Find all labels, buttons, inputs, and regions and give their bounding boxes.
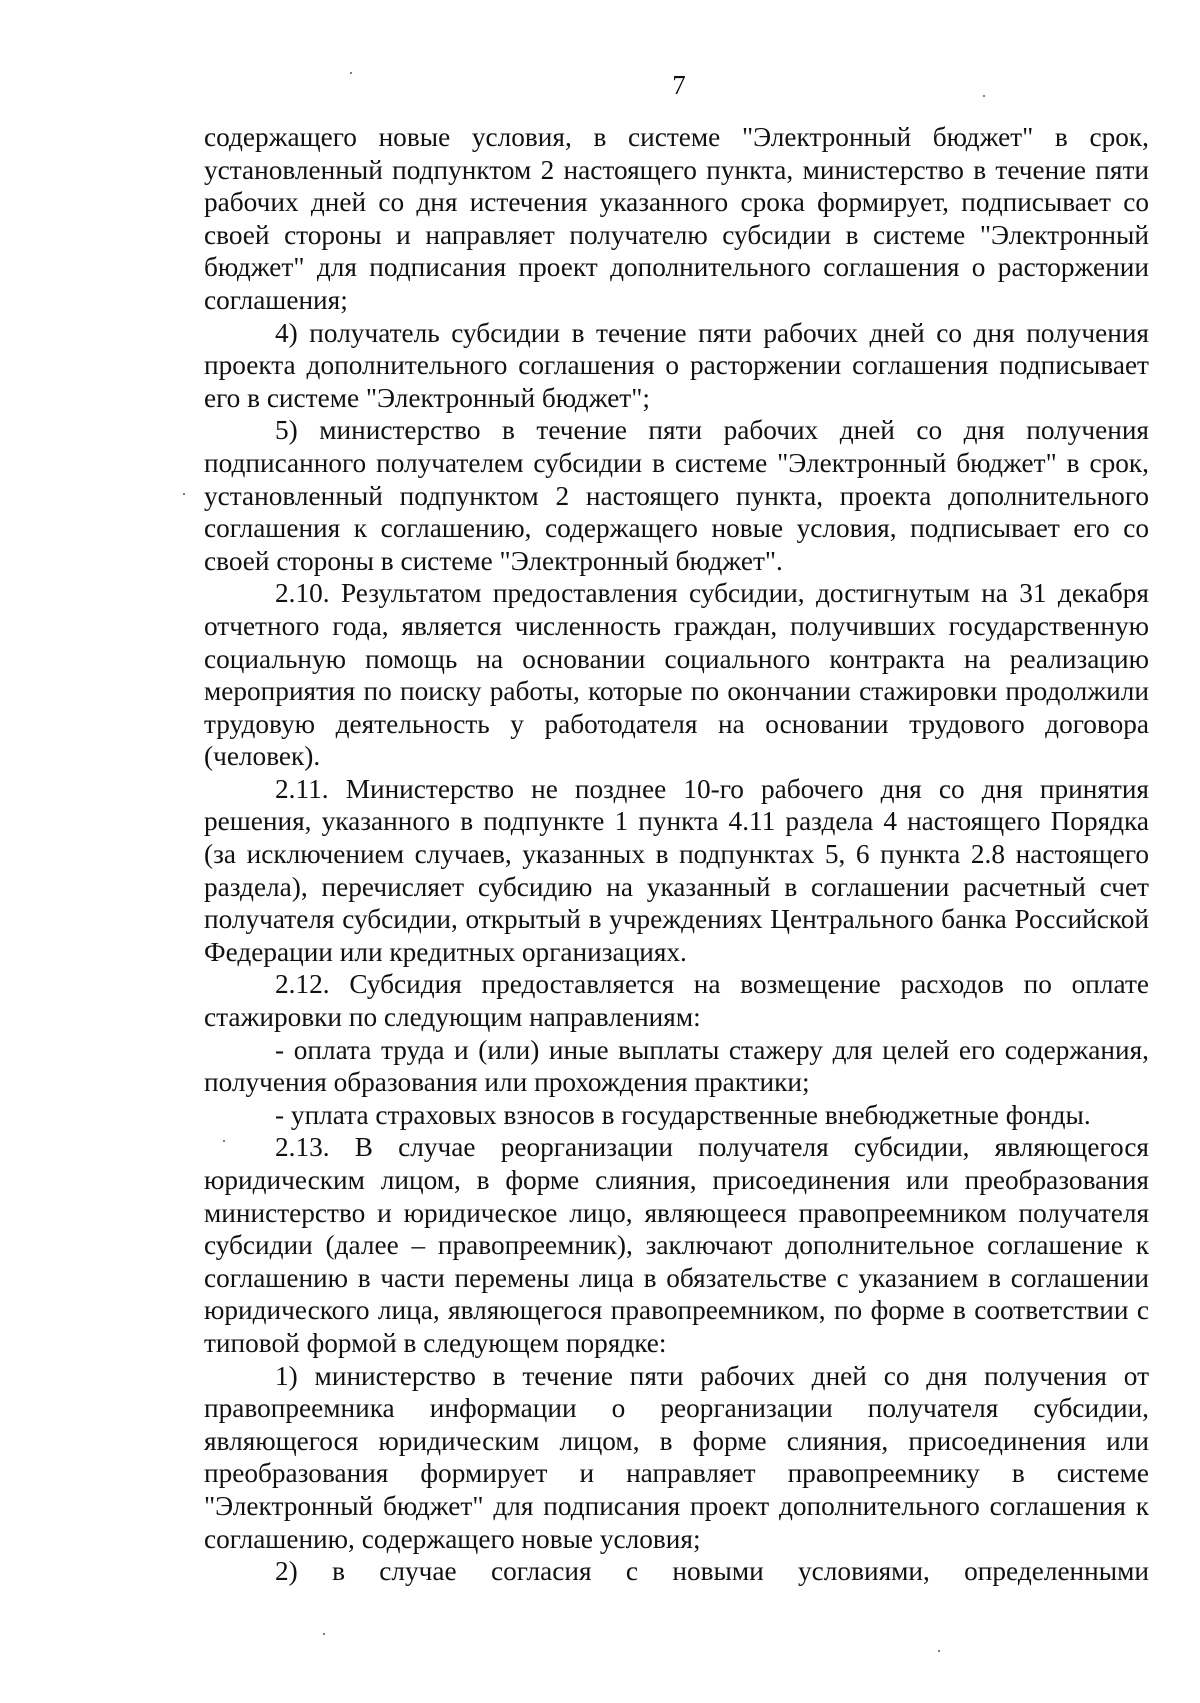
paragraph-2-12: 2.12. Субсидия предоставляется на возмещение расходов по оплате стажировки по следующим направлениям: (204, 969, 1149, 1033)
paragraph-item-1: 1) министерство в течение пяти рабочих дней со дня получения от правопреемника информации о реорганизации получателя субсидии, являющегося юридическим лицом, в форме слияния, присоединения или преобразования формирует и направляет правопреемнику в системе "Электронный бюджет" для подписания проект дополнительного соглашения к соглашению, содержащего новые условия; (204, 1360, 1149, 1554)
scan-speck (983, 95, 985, 97)
scan-speck (183, 493, 185, 495)
paragraph-continuation: содержащего новые условия, в системе "Электронный бюджет" в срок, установленный подпунктом 2 настоящего пункта, министерство в течение пяти рабочих дней со дня истечения указанного срока формирует, подписывает со своей стороны и направляет получателю субсидии в системе "Электронный бюджет" для подписания проект дополнительного соглашения о расторжении соглашения; (204, 122, 1149, 315)
paragraph-2-11: 2.11. Министерство не позднее 10-го рабочего дня со дня принятия решения, указанного в подпункте 1 пункта 4.11 раздела 4 настоящего Порядка (за исключением случаев, указанных в подпунктах 5, 6 пункта 2.8 настоящего раздела), перечисляет субсидию на указанный в соглашении расчетный счет получателя субсидии, открытый в учреждениях Центрального банка Российской Федерации или кредитных организациях. (204, 773, 1149, 967)
paragraph-2-13: 2.13. В случае реорганизации получателя субсидии, являющегося юридическим лицом, в форме слияния, присоединения или преобразования министерство и юридическое лицо, являющееся правопреемником получателя субсидии (далее – правопреемник), заключают дополнительное соглашение к соглашению в части перемены лица в обязательстве с указанием в соглашении юридического лица, являющегося правопреемником, по форме в соответствии с типовой формой в следующем порядке: (204, 1132, 1149, 1358)
document-body (204, 121, 1149, 1588)
paragraph-item-4: 4) получатель субсидии в течение пяти рабочих дней со дня получения проекта дополнительного соглашения о расторжении соглашения подписывает его в системе "Электронный бюджет"; (204, 317, 1149, 413)
paragraph-2-10: 2.10. Результатом предоставления субсидии, достигнутым на 31 декабря отчетного года, является численность граждан, получивших государственную социальную помощь на основании социального контракта на реализацию мероприятия по поиску работы, которые по окончании стажировки продолжили трудовую деятельность у работодателя на основании трудового договора (человек). (204, 578, 1149, 772)
paragraph-item-2: 2) в случае согласия с новыми условиями, определенными (275, 1556, 1149, 1587)
scan-speck (323, 1633, 325, 1635)
scan-speck (350, 72, 352, 74)
list-item-labor-payment: - оплата труда и (или) иные выплаты стажеру для целей его содержания, получения образования или прохождения практики; (204, 1034, 1149, 1098)
scan-speck (223, 1140, 225, 1142)
list-item-insurance: - уплата страховых взносов в государственные внебюджетные фонды. (275, 1099, 1091, 1130)
paragraph-item-5: 5) министерство в течение пяти рабочих дней со дня получения подписанного получателем субсидии в системе "Электронный бюджет" в срок, установленный подпунктом 2 настоящего пункта, проекта дополнительного соглашения к соглашению, содержащего новые условия, подписывает его со своей стороны в системе "Электронный бюджет". (204, 415, 1149, 576)
scan-speck (938, 1650, 940, 1652)
page-number: 7 (672, 70, 686, 100)
